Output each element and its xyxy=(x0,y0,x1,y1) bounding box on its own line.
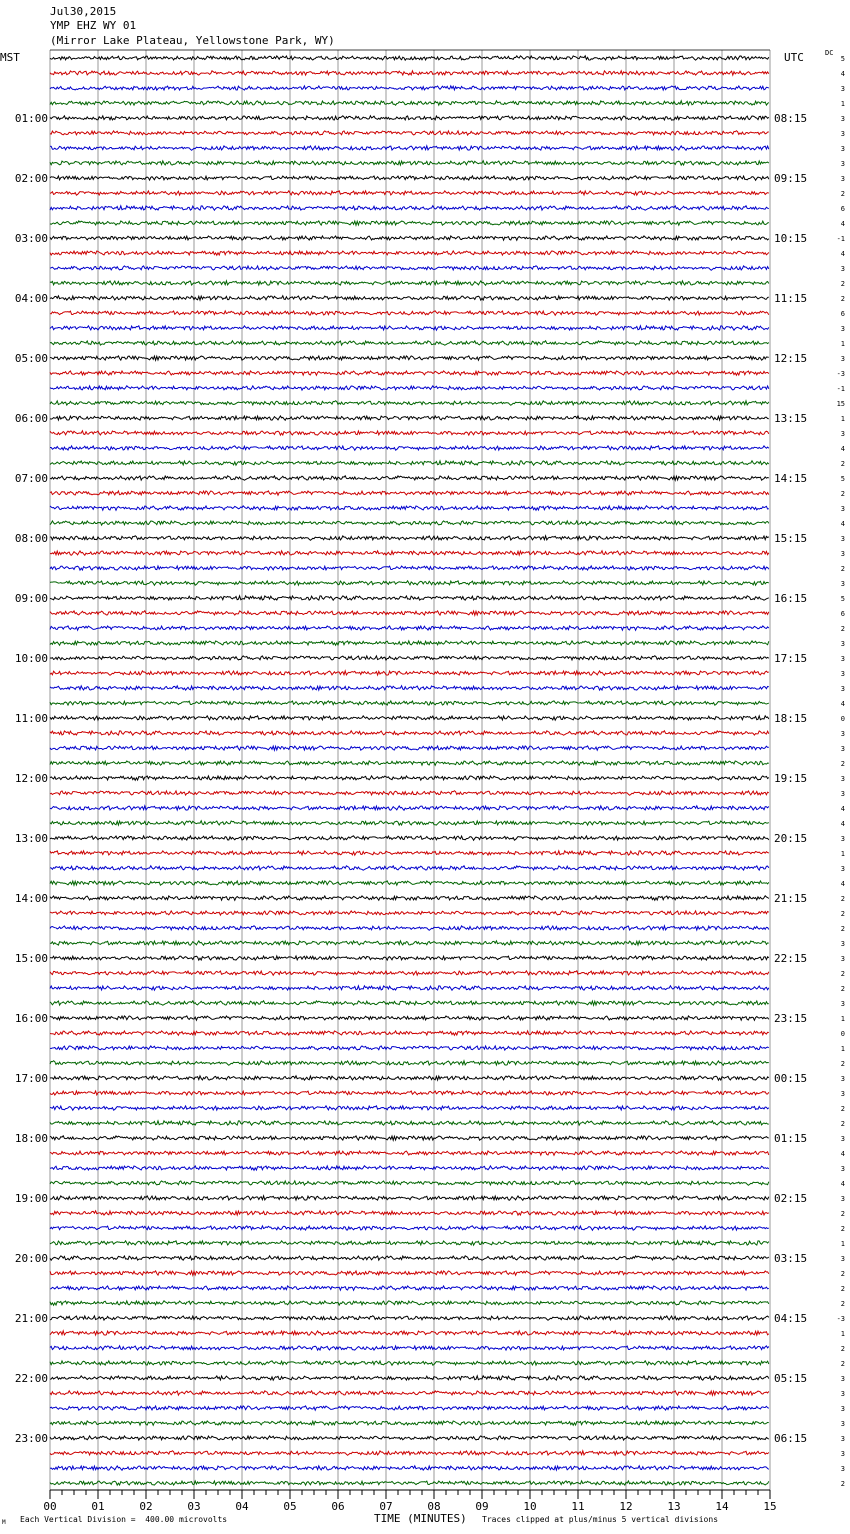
dc-offset-label: 3 xyxy=(840,940,845,948)
dc-offset-label: 2 xyxy=(840,190,845,198)
trace-29 xyxy=(50,491,769,495)
left-hour-label: 18:00 xyxy=(14,1132,48,1145)
dc-column-header: DC xyxy=(825,49,834,57)
trace-13 xyxy=(50,251,769,255)
trace-70 xyxy=(50,1106,769,1110)
dc-offset-label: 0 xyxy=(840,715,845,723)
left-hour-label: 13:00 xyxy=(14,832,48,845)
dc-offset-label: 3 xyxy=(840,550,845,558)
trace-43 xyxy=(50,701,769,705)
trace-24 xyxy=(50,416,769,420)
dc-offset-label: 3 xyxy=(840,325,845,333)
trace-27 xyxy=(50,461,769,465)
dc-offset-label: 5 xyxy=(840,475,845,483)
x-tick-label: 03 xyxy=(187,1500,201,1513)
dc-offset-label: 2 xyxy=(840,1105,845,1113)
trace-8 xyxy=(50,176,769,180)
left-hour-label: 23:00 xyxy=(14,1432,48,1445)
dc-offset-label: 3 xyxy=(840,265,845,273)
dc-offset-label: 3 xyxy=(840,1075,845,1083)
dc-offset-label: 3 xyxy=(840,1405,845,1413)
left-hour-label: 22:00 xyxy=(14,1372,48,1385)
dc-offset-label: 3 xyxy=(840,1450,845,1458)
station-code: YMP EHZ WY 01 xyxy=(50,19,137,32)
trace-62 xyxy=(50,986,769,990)
dc-offset-label: 3 xyxy=(840,535,845,543)
trace-50 xyxy=(50,806,769,810)
right-hour-label: 15:15 xyxy=(774,532,808,545)
clipping-note: Traces clipped at plus/minus 5 vertical divisions xyxy=(482,1515,719,1524)
trace-83 xyxy=(50,1301,769,1305)
right-hour-label: 08:15 xyxy=(774,112,808,125)
dc-offset-label: 6 xyxy=(840,310,845,318)
dc-offset-label: 3 xyxy=(840,670,845,678)
left-hour-label: 04:00 xyxy=(14,292,48,305)
dc-offset-label: 3 xyxy=(840,145,845,153)
trace-75 xyxy=(50,1181,769,1185)
dc-offset-label: 2 xyxy=(840,985,845,993)
dc-offset-label: 2 xyxy=(840,295,845,303)
trace-6 xyxy=(50,146,769,150)
dc-offset-label: 5 xyxy=(840,55,845,63)
dc-offset-label: 2 xyxy=(840,1270,845,1278)
dc-offset-label: 2 xyxy=(840,280,845,288)
x-tick-label: 00 xyxy=(43,1500,57,1513)
station-location: (Mirror Lake Plateau, Yellowstone Park, WY) xyxy=(50,34,335,47)
left-hour-label: 02:00 xyxy=(14,172,48,185)
left-hour-label: 21:00 xyxy=(14,1312,48,1325)
dc-offset-label: 3 xyxy=(840,175,845,183)
left-timezone-label: MST xyxy=(0,51,20,64)
trace-21 xyxy=(50,371,769,375)
dc-offset-label: 3 xyxy=(840,355,845,363)
dc-offset-label: -3 xyxy=(836,370,845,378)
dc-offset-label: 3 xyxy=(840,1135,845,1143)
x-tick-label: 04 xyxy=(235,1500,249,1513)
right-hour-label: 06:15 xyxy=(774,1432,808,1445)
dc-offset-label: 3 xyxy=(840,790,845,798)
trace-72 xyxy=(50,1136,769,1140)
dc-offset-label: 4 xyxy=(840,220,845,228)
dc-offset-label: 3 xyxy=(840,85,845,93)
dc-offset-label: 1 xyxy=(840,340,845,348)
trace-35 xyxy=(50,581,769,585)
trace-88 xyxy=(50,1376,769,1380)
right-hour-label: 05:15 xyxy=(774,1372,808,1385)
right-hour-label: 19:15 xyxy=(774,772,808,785)
dc-offset-label: 3 xyxy=(840,1090,845,1098)
dc-offset-label: 2 xyxy=(840,1360,845,1368)
dc-offset-label: 4 xyxy=(840,520,845,528)
right-hour-label: 02:15 xyxy=(774,1192,808,1205)
seismic-traces xyxy=(50,56,769,1485)
dc-offset-label: 2 xyxy=(840,1120,845,1128)
left-hour-label: 11:00 xyxy=(14,712,48,725)
trace-85 xyxy=(50,1331,769,1335)
dc-offset-label: 3 xyxy=(840,160,845,168)
dc-offset-label: 3 xyxy=(840,1195,845,1203)
right-hour-label: 01:15 xyxy=(774,1132,808,1145)
dc-offset-label: 6 xyxy=(840,610,845,618)
left-hour-label: 01:00 xyxy=(14,112,48,125)
dc-offset-label: 4 xyxy=(840,700,845,708)
trace-61 xyxy=(50,971,769,975)
dc-offset-label: 1 xyxy=(840,1045,845,1053)
trace-12 xyxy=(50,236,769,240)
dc-offset-label: 4 xyxy=(840,1180,845,1188)
dc-offset-label: -1 xyxy=(836,235,845,243)
dc-offset-label: 3 xyxy=(840,430,845,438)
dc-offset-label: 2 xyxy=(840,1285,845,1293)
trace-77 xyxy=(50,1211,769,1215)
dc-offset-label: 3 xyxy=(840,505,845,513)
x-tick-label: 02 xyxy=(139,1500,153,1513)
trace-19 xyxy=(50,341,769,345)
dc-offset-label: 4 xyxy=(840,820,845,828)
left-hour-label: 03:00 xyxy=(14,232,48,245)
dc-offset-label: 0 xyxy=(840,1030,845,1038)
dc-offset-label: 3 xyxy=(840,685,845,693)
trace-81 xyxy=(50,1271,769,1275)
dc-offset-label: 4 xyxy=(840,880,845,888)
left-hour-label: 16:00 xyxy=(14,1012,48,1025)
dc-offset-label: 1 xyxy=(840,415,845,423)
dc-offset-label: 2 xyxy=(840,565,845,573)
right-hour-label: 16:15 xyxy=(774,592,808,605)
trace-63 xyxy=(50,1001,769,1005)
trace-42 xyxy=(50,686,769,690)
footer-mark: M xyxy=(2,1519,6,1526)
dc-offset-label: 3 xyxy=(840,745,845,753)
dc-offset-label: 3 xyxy=(840,1375,845,1383)
trace-94 xyxy=(50,1466,769,1470)
trace-58 xyxy=(50,926,769,930)
x-axis-title: TIME (MINUTES) xyxy=(374,1512,467,1525)
trace-7 xyxy=(50,161,769,165)
left-hour-label: 20:00 xyxy=(14,1252,48,1265)
trace-40 xyxy=(50,656,769,660)
trace-76 xyxy=(50,1196,769,1200)
left-hour-label: 10:00 xyxy=(14,652,48,665)
right-hour-label: 12:15 xyxy=(774,352,808,365)
dc-offset-label: 2 xyxy=(840,760,845,768)
trace-84 xyxy=(50,1316,769,1320)
dc-offset-label: 3 xyxy=(840,955,845,963)
dc-offset-label: 2 xyxy=(840,490,845,498)
trace-45 xyxy=(50,731,769,736)
dc-offset-label: 3 xyxy=(840,775,845,783)
trace-2 xyxy=(50,86,769,90)
x-axis xyxy=(43,1490,776,1513)
trace-95 xyxy=(50,1481,769,1485)
trace-37 xyxy=(50,611,769,615)
trace-89 xyxy=(50,1391,769,1395)
trace-53 xyxy=(50,851,769,855)
trace-92 xyxy=(50,1436,769,1440)
dc-offset-label: 5 xyxy=(840,595,845,603)
right-hour-label: 21:15 xyxy=(774,892,808,905)
right-hour-label: 03:15 xyxy=(774,1252,808,1265)
dc-offset-label: 2 xyxy=(840,970,845,978)
x-tick-label: 14 xyxy=(715,1500,729,1513)
trace-82 xyxy=(50,1286,769,1290)
trace-64 xyxy=(50,1016,769,1020)
dc-offset-label: 2 xyxy=(840,460,845,468)
trace-90 xyxy=(50,1406,769,1410)
trace-78 xyxy=(50,1226,769,1230)
trace-31 xyxy=(50,521,769,525)
trace-11 xyxy=(50,221,769,225)
trace-26 xyxy=(50,446,769,450)
dc-offset-label: 15 xyxy=(836,400,845,408)
dc-offset-label: -3 xyxy=(836,1315,845,1323)
dc-offset-label: 2 xyxy=(840,895,845,903)
trace-44 xyxy=(50,716,769,720)
trace-79 xyxy=(50,1241,769,1245)
dc-offset-label: 4 xyxy=(840,445,845,453)
left-hour-label: 07:00 xyxy=(14,472,48,485)
dc-offset-label: 1 xyxy=(840,850,845,858)
dc-offset-label: -1 xyxy=(836,385,845,393)
dc-offset-label: 2 xyxy=(840,1060,845,1068)
trace-74 xyxy=(50,1166,769,1170)
dc-offset-label: 3 xyxy=(840,1165,845,1173)
x-tick-label: 15 xyxy=(763,1500,777,1513)
x-tick-label: 01 xyxy=(91,1500,105,1513)
dc-offset-label: 1 xyxy=(840,1240,845,1248)
dc-offset-label: 4 xyxy=(840,1150,845,1158)
trace-25 xyxy=(50,431,769,435)
dc-offset-label: 3 xyxy=(840,730,845,738)
trace-69 xyxy=(50,1091,769,1095)
right-hour-label: 23:15 xyxy=(774,1012,808,1025)
trace-68 xyxy=(50,1076,769,1080)
dc-offset-label: 3 xyxy=(840,640,845,648)
right-hour-label: 20:15 xyxy=(774,832,808,845)
trace-30 xyxy=(50,506,769,511)
left-hour-label: 15:00 xyxy=(14,952,48,965)
right-hour-label: 04:15 xyxy=(774,1312,808,1325)
dc-offset-label: 2 xyxy=(840,925,845,933)
dc-offset-label: 2 xyxy=(840,910,845,918)
dc-offset-label: 2 xyxy=(840,1225,845,1233)
trace-73 xyxy=(50,1151,769,1155)
right-hour-label: 09:15 xyxy=(774,172,808,185)
trace-23 xyxy=(50,401,769,405)
dc-offset-label: 3 xyxy=(840,835,845,843)
dc-offset-label: 1 xyxy=(840,1330,845,1338)
x-tick-label: 09 xyxy=(475,1500,489,1513)
right-hour-label: 14:15 xyxy=(774,472,808,485)
trace-51 xyxy=(50,821,769,825)
left-hour-label: 08:00 xyxy=(14,532,48,545)
trace-22 xyxy=(50,386,769,390)
dc-offset-label: 3 xyxy=(840,655,845,663)
dc-offset-label: 3 xyxy=(840,1390,845,1398)
trace-80 xyxy=(50,1256,769,1261)
trace-38 xyxy=(50,626,769,630)
dc-offset-label: 3 xyxy=(840,1435,845,1443)
trace-20 xyxy=(50,356,769,360)
trace-15 xyxy=(50,281,769,285)
dc-offset-label: 4 xyxy=(840,250,845,258)
dc-offset-label: 3 xyxy=(840,1255,845,1263)
trace-47 xyxy=(50,761,769,765)
trace-93 xyxy=(50,1451,769,1455)
x-tick-label: 10 xyxy=(523,1500,537,1513)
right-hour-label: 13:15 xyxy=(774,412,808,425)
x-tick-label: 11 xyxy=(571,1500,585,1513)
trace-9 xyxy=(50,191,769,195)
dc-offset-label: 4 xyxy=(840,70,845,78)
trace-34 xyxy=(50,566,769,570)
trace-71 xyxy=(50,1121,769,1125)
trace-87 xyxy=(50,1361,769,1365)
trace-46 xyxy=(50,746,769,750)
trace-56 xyxy=(50,896,769,901)
trace-32 xyxy=(50,536,769,540)
dc-offset-label: 2 xyxy=(840,625,845,633)
dc-offset-label: 3 xyxy=(840,1000,845,1008)
trace-60 xyxy=(50,956,769,960)
dc-offset-label: 3 xyxy=(840,865,845,873)
trace-52 xyxy=(50,836,769,840)
trace-14 xyxy=(50,266,769,270)
trace-3 xyxy=(50,101,769,105)
trace-86 xyxy=(50,1346,769,1350)
x-tick-label: 13 xyxy=(667,1500,681,1513)
dc-offset-label: 6 xyxy=(840,205,845,213)
trace-57 xyxy=(50,911,769,915)
trace-10 xyxy=(50,206,769,211)
dc-offset-label: 3 xyxy=(840,580,845,588)
trace-55 xyxy=(50,881,769,885)
x-tick-label: 08 xyxy=(427,1500,441,1513)
right-hour-label: 10:15 xyxy=(774,232,808,245)
right-hour-label: 11:15 xyxy=(774,292,808,305)
trace-59 xyxy=(50,941,769,945)
dc-offset-label: 3 xyxy=(840,1420,845,1428)
dc-offset-label: 3 xyxy=(840,130,845,138)
left-hour-label: 14:00 xyxy=(14,892,48,905)
right-hour-label: 00:15 xyxy=(774,1072,808,1085)
trace-4 xyxy=(50,116,769,120)
dc-offset-label: 2 xyxy=(840,1345,845,1353)
right-hour-label: 18:15 xyxy=(774,712,808,725)
right-hour-label: 22:15 xyxy=(774,952,808,965)
x-tick-label: 07 xyxy=(379,1500,393,1513)
trace-5 xyxy=(50,131,769,135)
trace-65 xyxy=(50,1031,769,1036)
left-hour-label: 06:00 xyxy=(14,412,48,425)
chart-date: Jul30,2015 xyxy=(50,5,117,18)
trace-48 xyxy=(50,776,769,780)
left-hour-label: 05:00 xyxy=(14,352,48,365)
trace-28 xyxy=(50,476,769,480)
trace-91 xyxy=(50,1421,769,1426)
trace-66 xyxy=(50,1046,769,1050)
trace-67 xyxy=(50,1061,769,1065)
trace-36 xyxy=(50,596,769,600)
x-tick-label: 05 xyxy=(283,1500,297,1513)
trace-41 xyxy=(50,671,769,675)
trace-0 xyxy=(50,56,769,60)
right-timezone-label: UTC xyxy=(784,51,804,64)
left-hour-label: 17:00 xyxy=(14,1072,48,1085)
trace-18 xyxy=(50,326,769,330)
left-hour-label: 12:00 xyxy=(14,772,48,785)
right-hour-label: 17:15 xyxy=(774,652,808,665)
trace-39 xyxy=(50,641,769,646)
trace-16 xyxy=(50,296,769,300)
dc-offset-label: 4 xyxy=(840,805,845,813)
x-tick-label: 12 xyxy=(619,1500,633,1513)
left-hour-label: 19:00 xyxy=(14,1192,48,1205)
dc-offset-label: 1 xyxy=(840,100,845,108)
x-tick-label: 06 xyxy=(331,1500,345,1513)
trace-49 xyxy=(50,791,769,795)
dc-offset-label: 2 xyxy=(840,1300,845,1308)
dc-offset-label: 2 xyxy=(840,1480,845,1488)
dc-offset-label: 1 xyxy=(840,1015,845,1023)
trace-54 xyxy=(50,866,769,870)
left-hour-label: 09:00 xyxy=(14,592,48,605)
trace-17 xyxy=(50,311,769,315)
trace-33 xyxy=(50,551,769,555)
dc-offset-label: 2 xyxy=(840,1210,845,1218)
vertical-division-note: Each Vertical Division = 400.00 microvolts xyxy=(20,1515,228,1524)
dc-offset-label: 3 xyxy=(840,115,845,123)
dc-offset-label: 3 xyxy=(840,1465,845,1473)
trace-1 xyxy=(50,71,769,75)
